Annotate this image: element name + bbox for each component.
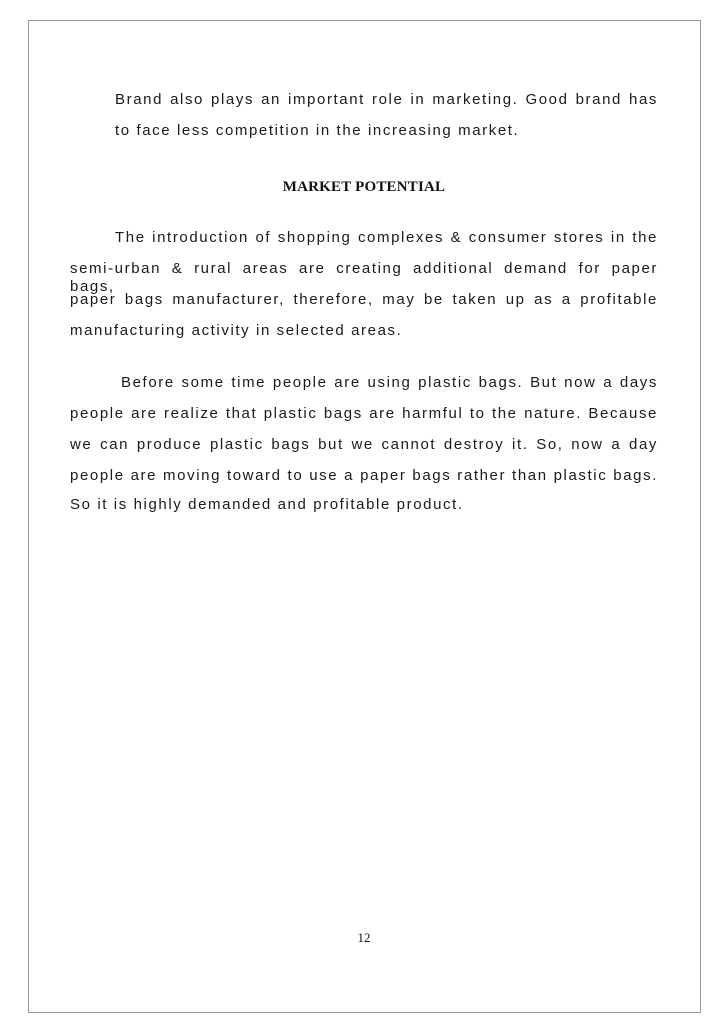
para2-line-2: people are realize that plastic bags are harmful to the nature. Because	[70, 405, 658, 422]
para2-line-1: Before some time people are using plastic bags. But now a days	[121, 374, 658, 391]
para1-line-1: The introduction of shopping complexes & consumer stores in the	[115, 229, 658, 246]
section-heading: MARKET POTENTIAL	[282, 179, 446, 195]
page-number: 12	[357, 930, 371, 945]
para1-line-2: semi-urban & rural areas are creating additional demand for paper bags,	[70, 260, 658, 295]
para2-line-3: we can produce plastic bags but we cannot destroy it. So, now a day	[70, 436, 658, 453]
para1-line-4: manufacturing activity in selected areas.	[70, 322, 403, 339]
intro-line-2: to face less competition in the increasing market.	[115, 122, 520, 139]
intro-line-1: Brand also plays an important role in marketing. Good brand has	[115, 91, 658, 108]
page-border	[28, 20, 701, 1013]
para1-line-3: paper bags manufacturer, therefore, may be taken up as a profitable	[70, 291, 658, 308]
para2-line-4: people are moving toward to use a paper bags rather than plastic bags.	[70, 467, 658, 484]
para2-line-5: So it is highly demanded and profitable product.	[70, 496, 464, 513]
